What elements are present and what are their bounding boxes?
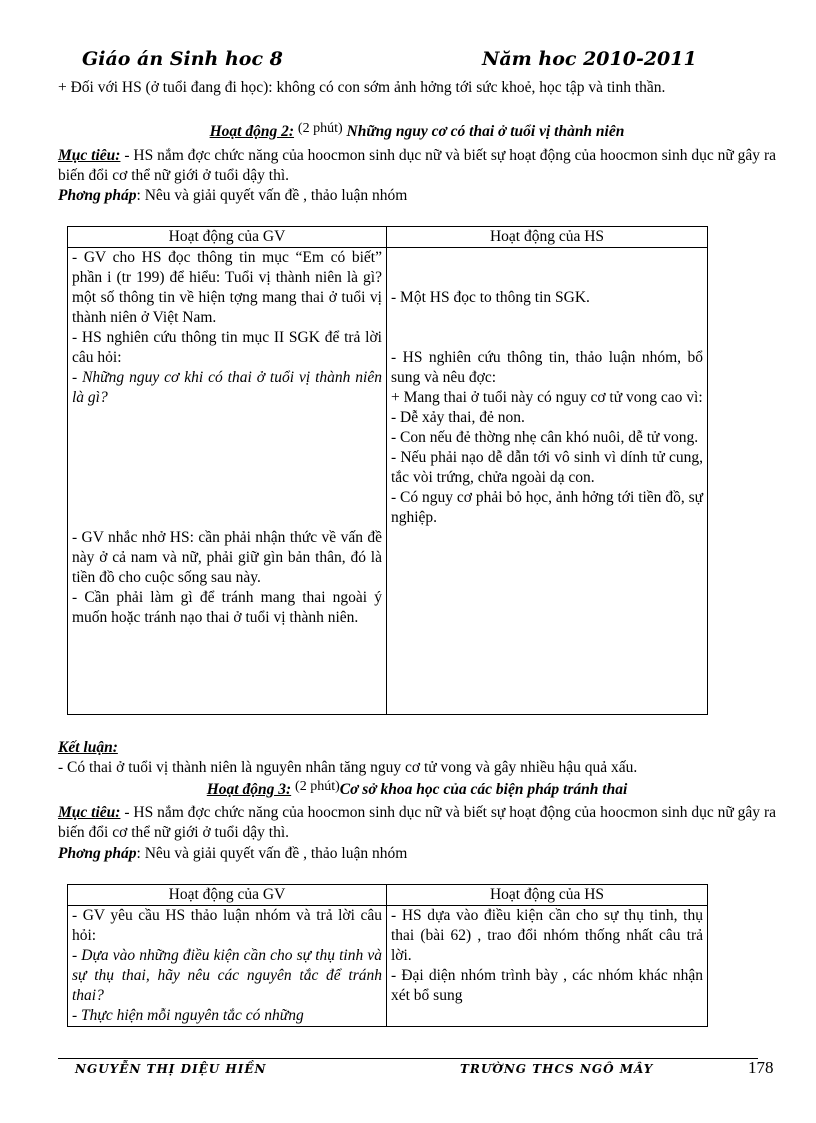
hs-spacer: [391, 308, 703, 348]
footer-divider: [58, 1058, 758, 1059]
gv-item: - GV nhắc nhở HS: cần phải nhận thức về vấn đề này ở cả nam và nữ, phải giữ gìn bản thân, đó là tiền đồ cho cuộc sống sau này.: [72, 529, 382, 586]
activity2-method: [58, 186, 776, 206]
hs-item: - Nếu phải nạo dễ dẫn tới vô sinh vì dính tử cung, tắc vòi trứng, chửa ngoài dạ con.: [391, 449, 703, 486]
activity3-title: Cơ sở khoa học của các biện pháp tránh thai: [339, 781, 628, 798]
activity2-objective-label: Mục tiêu:: [58, 147, 121, 164]
gv-cell: [68, 248, 387, 715]
activity3-table: [67, 884, 708, 1027]
table-header-row: [68, 885, 708, 906]
intro-paragraph: + Đối với HS (ở tuổi đang đi học): không có con sớm ảnh hởng tới sức khoẻ, học tập và tinh thần.: [58, 79, 666, 96]
hs-cell: [387, 248, 708, 715]
activity2-title: Những nguy cơ có thai ở tuổi vị thành niên: [346, 123, 625, 140]
activity3-time: (2 phút): [295, 779, 340, 794]
col-gv-header: Hoạt động của GV: [68, 885, 387, 906]
activity2-table: [67, 226, 708, 715]
gv-item: - GV cho HS đọc thông tin mục “Em có biết” phần i (tr 199) để hiểu: Tuổi vị thành niên là gì? một số thông tin về hiện tợng mang thai ở tuổi vị thành niên ở Việt Nam.: [72, 249, 382, 326]
activity3-heading: [58, 780, 776, 801]
activity3-objective: [58, 803, 776, 843]
activity3-method-text: : Nêu và giải quyết vấn đề , thảo luận nhóm: [136, 845, 408, 862]
hs-item: - Đại diện nhóm trình bày , các nhóm khác nhận xét bổ sung: [391, 967, 703, 1004]
hs-item: - Dễ xảy thai, đẻ non.: [391, 409, 525, 426]
col-hs-header: Hoạt động của HS: [387, 227, 708, 248]
conclusion-label: Kết luận:: [58, 739, 118, 756]
gv-question: - Thực hiện mỗi nguyên tắc có những: [72, 1007, 304, 1024]
col-gv-header: Hoạt động của GV: [68, 227, 387, 248]
conclusion-text: - Có thai ở tuổi vị thành niên là nguyên nhân tăng nguy cơ tử vong và gây nhiều hậu quả xấu.: [58, 759, 638, 776]
gv-spacer: [72, 408, 382, 528]
hs-item: - Con nếu đẻ thờng nhẹ cân khó nuôi, dễ tử vong.: [391, 429, 699, 446]
hs-item: - HS dựa vào điều kiện cần cho sự thụ tinh, thụ thai (bài 62) , trao đổi nhóm thống nhất câu trả lời.: [391, 907, 703, 964]
activity2-time: (2 phút): [297, 121, 343, 136]
activity3-objective-text: - HS nắm đợc chức năng của hoocmon sinh dục nữ và biết sự hoạt động của hoocmon sinh dục nữ gây ra biến đổi cơ thể nữ giới ở tuổi dậy thì.: [58, 804, 776, 841]
table-header-row: [68, 227, 708, 248]
table-row: [68, 248, 708, 715]
conclusion-heading: [58, 738, 776, 758]
activity3-method-label: Phơng pháp: [58, 845, 137, 862]
page-header: [82, 48, 776, 74]
activity3-method: [58, 844, 776, 864]
gv-item: - Cần phải làm gì để tránh mang thai ngoài ý muốn hoặc tránh nạo thai ở tuổi vị thành niên.: [72, 589, 382, 626]
gv-cell: [68, 906, 387, 1027]
activity2-objective-text: - HS nắm đợc chức năng của hoocmon sinh dục nữ và biết sự hoạt động của hoocmon sinh dục nữ gây ra biến đổi cơ thể nữ giới ở tuổi dậy thì.: [58, 147, 776, 184]
hs-item: + Mang thai ở tuổi này có nguy cơ tử vong cao vì:: [391, 389, 703, 406]
activity2-method-text: : Nêu và giải quyết vấn đề , thảo luận nhóm: [136, 187, 408, 204]
activity2-heading: [58, 122, 776, 143]
hs-item: - Một HS đọc to thông tin SGK.: [391, 289, 590, 306]
hs-item: - HS nghiên cứu thông tin, thảo luận nhóm, bổ sung và nêu đợc:: [391, 349, 703, 386]
activity3-objective-label: Mục tiêu:: [58, 804, 121, 821]
header-subject: Giáo án Sinh hoc 8: [82, 48, 283, 70]
footer-school: TRƯỜNG THCS NGÔ MÂY: [460, 1062, 654, 1076]
gv-question: - Những nguy cơ khi có thai ở tuổi vị thành niên là gì?: [72, 369, 382, 406]
hs-item: - Có nguy cơ phải bỏ học, ảnh hởng tới tiền đồ, sự nghiệp.: [391, 489, 703, 526]
col-hs-header: Hoạt động của HS: [387, 885, 708, 906]
gv-question: - Dựa vào những điều kiện cần cho sự thụ tinh và sự thụ thai, hãy nêu các nguyên tắc để tránh thai?: [72, 947, 382, 1004]
activity2-objective: [58, 146, 776, 186]
gv-item: - GV yêu cầu HS thảo luận nhóm và trả lời câu hỏi:: [72, 907, 382, 944]
page-number: 178: [748, 1058, 774, 1077]
gv-item: - HS nghiên cứu thông tin mục II SGK để trả lời câu hỏi:: [72, 329, 382, 366]
activity2-method-label: Phơng pháp: [58, 187, 137, 204]
activity3-label: Hoạt động 3:: [206, 781, 292, 798]
hs-spacer: [391, 248, 703, 288]
table-row: [68, 906, 708, 1027]
hs-cell: [387, 906, 708, 1027]
activity2-label: Hoạt động 2:: [209, 123, 295, 140]
footer-author: NGUYỄN THỊ DIỆU HIỀN: [75, 1062, 267, 1076]
header-school-year: Năm hoc 2010-2011: [482, 48, 697, 70]
